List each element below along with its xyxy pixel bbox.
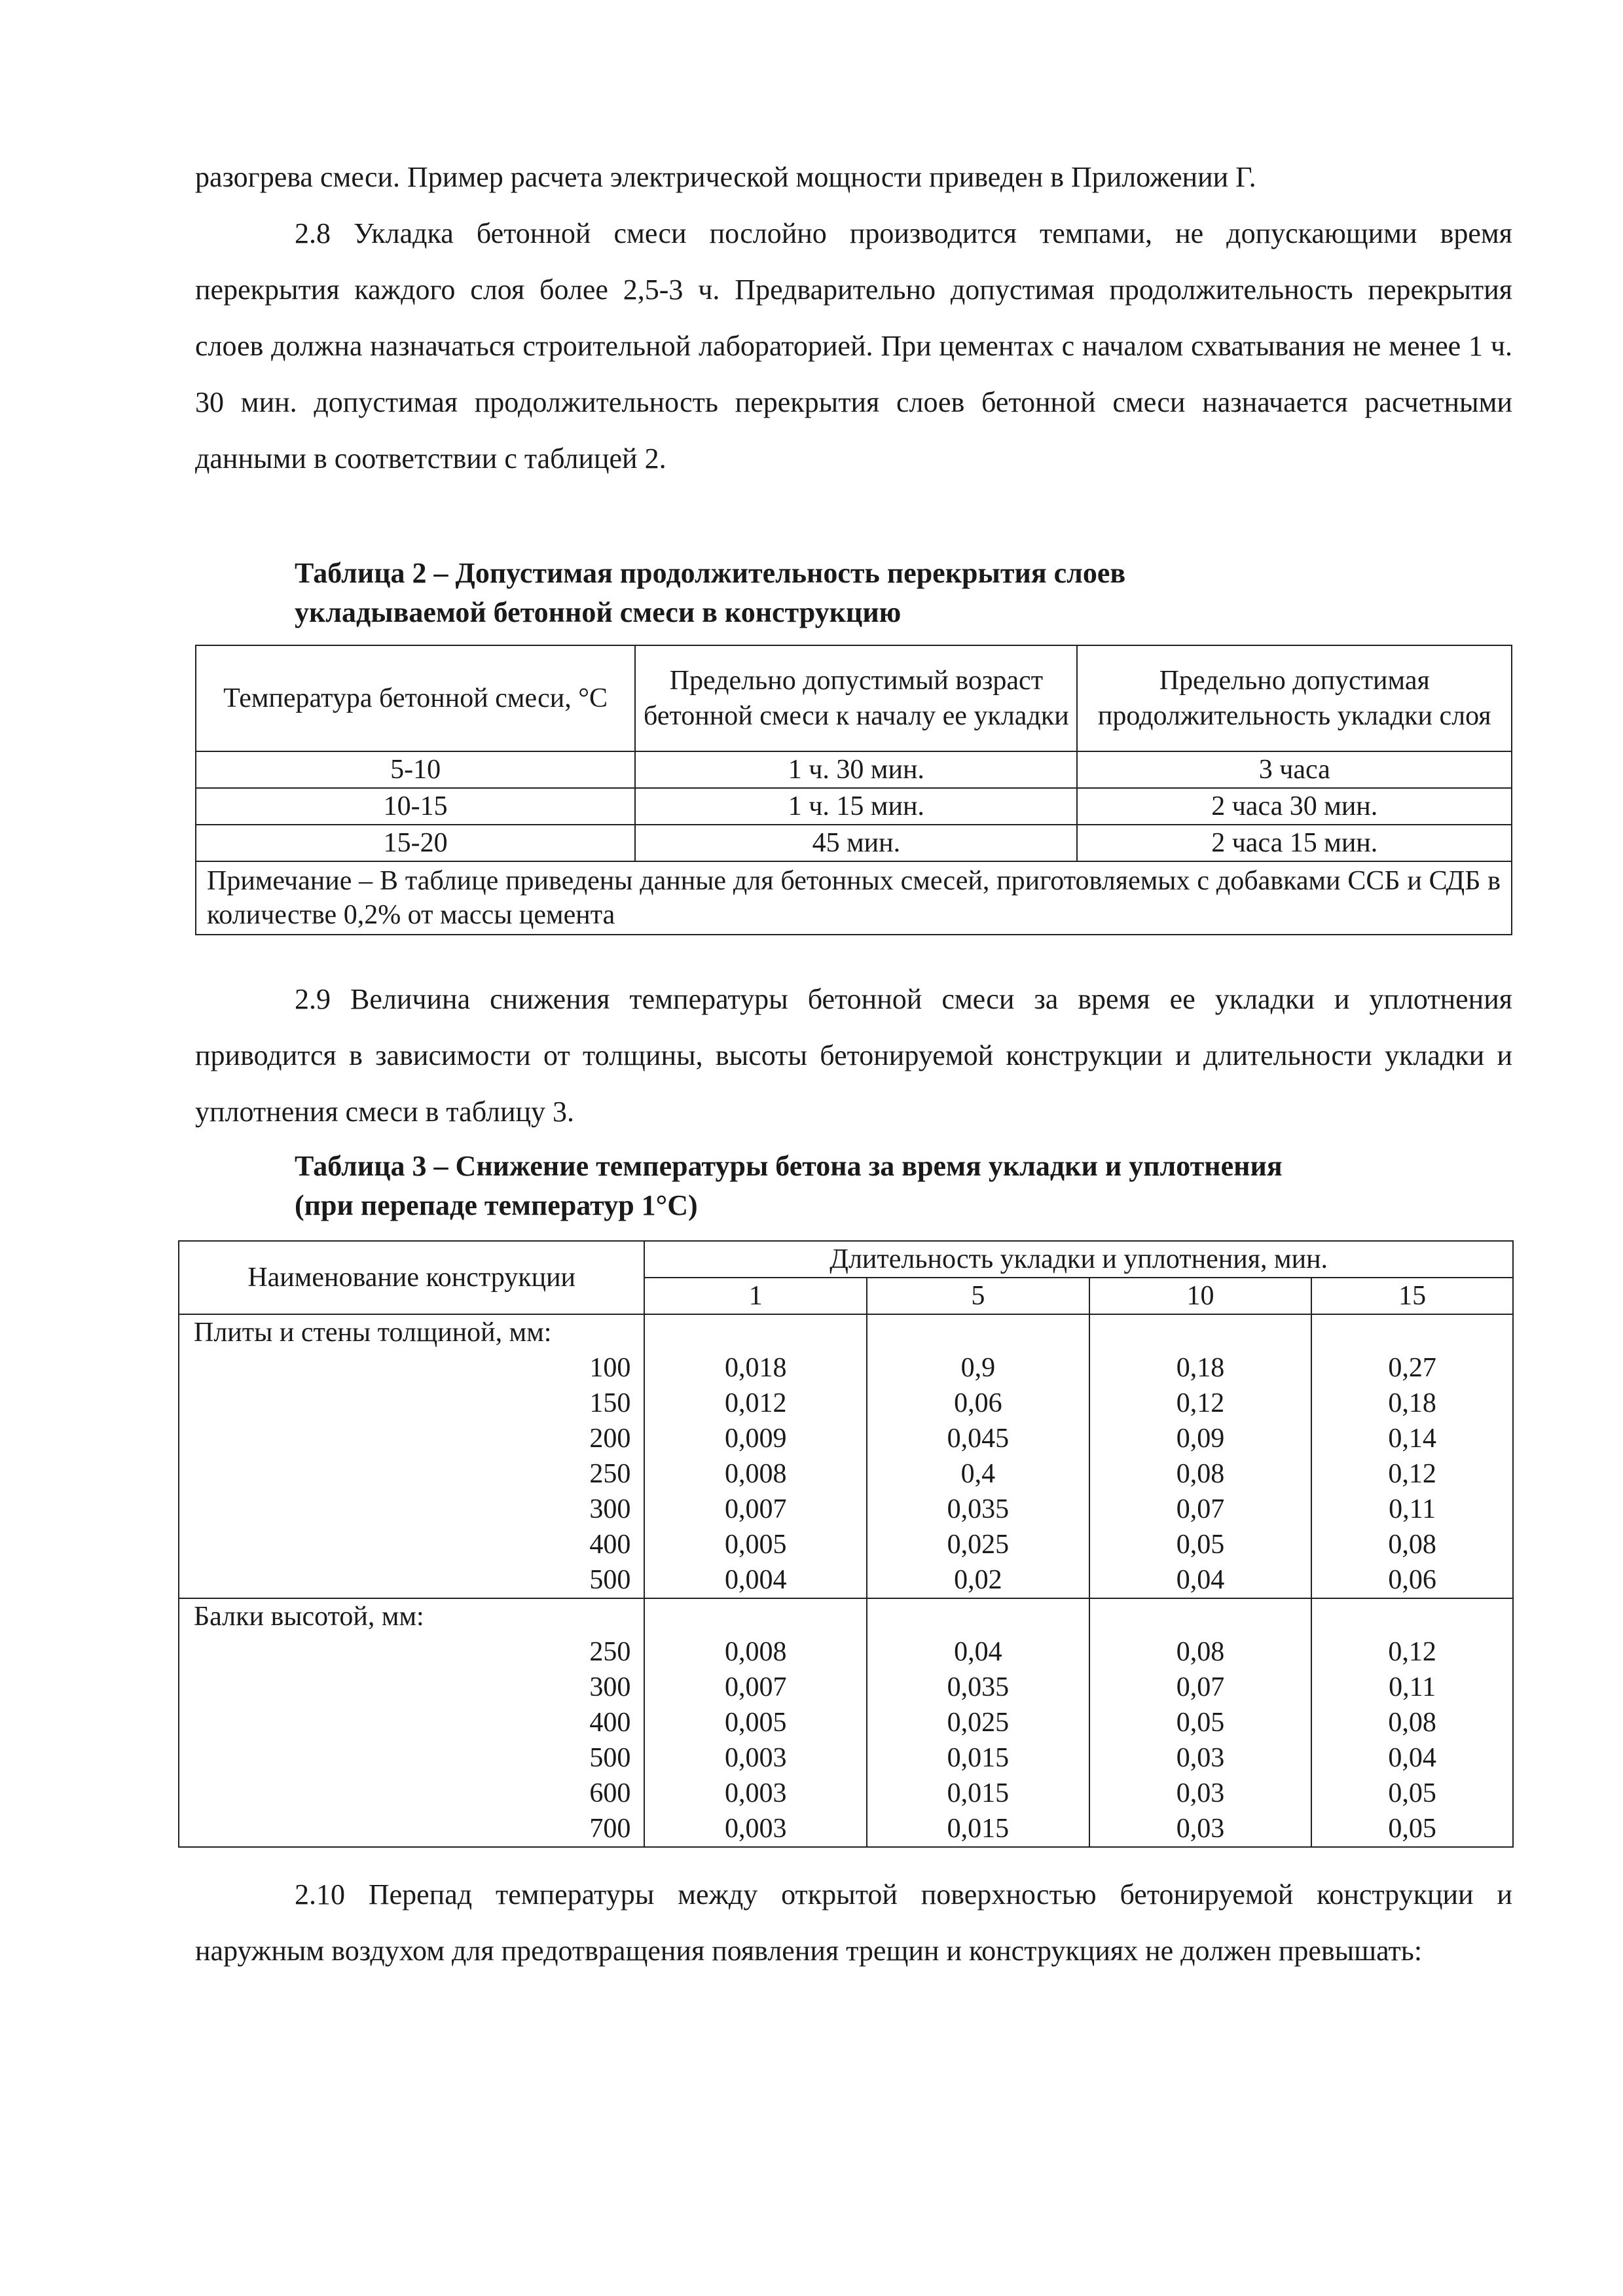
table-row bbox=[179, 1421, 1513, 1456]
table-row bbox=[179, 1740, 1513, 1776]
table3-size-cell: 150 bbox=[179, 1386, 644, 1421]
table-row bbox=[179, 1386, 1513, 1421]
table-cell: 0,012 bbox=[644, 1386, 867, 1421]
table2-note-row bbox=[196, 861, 1512, 935]
table-cell: 0,08 bbox=[1311, 1705, 1513, 1740]
table3-group-title: Балки высотой, мм: bbox=[179, 1598, 644, 1634]
table-cell: 0,008 bbox=[644, 1456, 867, 1492]
table-cell: 0,009 bbox=[644, 1421, 867, 1456]
table-cell bbox=[867, 1598, 1089, 1634]
table2-header-cell: Температура бетонной смеси, °С bbox=[196, 645, 635, 751]
paragraph-2-8: 2.8 Укладка бетонной смеси послойно производится темпами, не допускающими время перекрытия каждого слоя более 2,5-3 ч. Предварительно допустимая продолжительность перекрытия слоев должна назначаться строительной лабораторией. При цементах с началом схватывания не менее 1 ч. 30 мин. допустимая продолжительность перекрытия слоев бетонной смеси назначается расчетными данными в соответствии с таблицей 2. bbox=[195, 217, 1512, 475]
table3-size-cell: 700 bbox=[179, 1811, 644, 1847]
table3-size-cell: 250 bbox=[179, 1456, 644, 1492]
table-row bbox=[196, 825, 1512, 861]
table3-size-cell: 100 bbox=[179, 1350, 644, 1386]
table-cell: 0,05 bbox=[1089, 1527, 1312, 1562]
table2-header-row bbox=[196, 645, 1512, 751]
table-cell: 0,045 bbox=[867, 1421, 1089, 1456]
table3-caption-line2: (при перепаде температур 1°С) bbox=[295, 1189, 698, 1221]
table-row bbox=[179, 1527, 1513, 1562]
table-cell: 2 часа 15 мин. bbox=[1077, 825, 1512, 861]
table2-caption bbox=[295, 554, 1539, 632]
table-cell: 0,18 bbox=[1089, 1350, 1312, 1386]
table-cell bbox=[644, 1314, 867, 1350]
table-cell: 0,03 bbox=[1089, 1811, 1312, 1847]
table-cell: 0,015 bbox=[867, 1740, 1089, 1776]
table-cell: 2 часа 30 мин. bbox=[1077, 788, 1512, 825]
table-cell: 0,4 bbox=[867, 1456, 1089, 1492]
table-cell: 0,015 bbox=[867, 1776, 1089, 1811]
table-cell: 0,008 bbox=[644, 1634, 867, 1670]
table-cell: 3 часа bbox=[1077, 751, 1512, 788]
table-cell bbox=[1089, 1314, 1312, 1350]
table-cell: 10-15 bbox=[196, 788, 635, 825]
table-row bbox=[196, 751, 1512, 788]
table3-size-cell: 250 bbox=[179, 1634, 644, 1670]
table-cell: 0,05 bbox=[1089, 1705, 1312, 1740]
table-cell: 0,05 bbox=[1311, 1776, 1513, 1811]
table3 bbox=[178, 1240, 1514, 1848]
table-cell bbox=[1089, 1598, 1312, 1634]
table-cell: 1 ч. 30 мин. bbox=[635, 751, 1077, 788]
table-cell: 0,003 bbox=[644, 1811, 867, 1847]
table3-group-title: Плиты и стены толщиной, мм: bbox=[179, 1314, 644, 1350]
table-cell: 0,025 bbox=[867, 1705, 1089, 1740]
table-cell: 0,015 bbox=[867, 1811, 1089, 1847]
table-cell: 0,12 bbox=[1089, 1386, 1312, 1421]
table3-size-cell: 600 bbox=[179, 1776, 644, 1811]
table-cell: 0,04 bbox=[867, 1634, 1089, 1670]
table-cell: 0,07 bbox=[1089, 1670, 1312, 1705]
table-cell: 0,003 bbox=[644, 1776, 867, 1811]
table-cell: 5-10 bbox=[196, 751, 635, 788]
table-cell: 0,08 bbox=[1089, 1456, 1312, 1492]
table-cell: 0,12 bbox=[1311, 1634, 1513, 1670]
table3-group-row bbox=[179, 1598, 1513, 1634]
table-cell: 0,11 bbox=[1311, 1670, 1513, 1705]
table3-size-cell: 300 bbox=[179, 1670, 644, 1705]
table-cell: 0,003 bbox=[644, 1740, 867, 1776]
table-cell bbox=[644, 1598, 867, 1634]
table2-caption-line1: Таблица 2 – Допустимая продолжительность перекрытия слоев bbox=[295, 557, 1126, 589]
paragraph-2-10: 2.10 Перепад температуры между открытой поверхностью бетонируемой конструкции и наружным воздухом для предотвращения появления трещин и конструкциях не должен превышать: bbox=[195, 1878, 1512, 1967]
table-cell: 0,005 bbox=[644, 1527, 867, 1562]
table3-header-duration: Длительность укладки и уплотнения, мин. bbox=[644, 1241, 1513, 1278]
table2 bbox=[195, 645, 1512, 935]
table3-duration-cell: 1 bbox=[644, 1278, 867, 1314]
table3-header-name: Наименование конструкции bbox=[179, 1241, 644, 1314]
table3-duration-cell: 5 bbox=[867, 1278, 1089, 1314]
table-cell: 0,035 bbox=[867, 1492, 1089, 1527]
table-cell: 0,005 bbox=[644, 1705, 867, 1740]
table-cell: 0,11 bbox=[1311, 1492, 1513, 1527]
table-cell: 0,08 bbox=[1089, 1634, 1312, 1670]
table-cell bbox=[1311, 1598, 1513, 1634]
table-cell: 15-20 bbox=[196, 825, 635, 861]
table-cell: 1 ч. 15 мин. bbox=[635, 788, 1077, 825]
paragraph-intro: разогрева смеси. Пример расчета электрической мощности приведен в Приложении Г. bbox=[195, 161, 1256, 193]
table-cell: 0,007 bbox=[644, 1492, 867, 1527]
table-cell: 0,025 bbox=[867, 1527, 1089, 1562]
table-row bbox=[179, 1350, 1513, 1386]
table3-size-cell: 400 bbox=[179, 1705, 644, 1740]
table3-size-cell: 200 bbox=[179, 1421, 644, 1456]
table-row bbox=[179, 1811, 1513, 1847]
table-cell: 0,18 bbox=[1311, 1386, 1513, 1421]
table3-group-row bbox=[179, 1314, 1513, 1350]
table2-note: Примечание – В таблице приведены данные для бетонных смесей, приготовляемых с добавками ССБ и СДБ в количестве 0,2% от массы цемента bbox=[196, 861, 1512, 935]
table-cell: 0,004 bbox=[644, 1562, 867, 1598]
table-cell: 0,02 bbox=[867, 1562, 1089, 1598]
table3-caption-line1: Таблица 3 – Снижение температуры бетона за время укладки и уплотнения bbox=[295, 1150, 1283, 1182]
paragraph-2-9: 2.9 Величина снижения температуры бетонной смеси за время ее укладки и уплотнения приводится в зависимости от толщины, высоты бетонируемой конструкции и длительности укладки и уплотнения смеси в таблицу 3. bbox=[195, 983, 1512, 1128]
table-cell: 0,04 bbox=[1089, 1562, 1312, 1598]
table-row bbox=[179, 1562, 1513, 1598]
table-row bbox=[179, 1776, 1513, 1811]
table-cell: 0,12 bbox=[1311, 1456, 1513, 1492]
table3-size-cell: 500 bbox=[179, 1740, 644, 1776]
table-cell bbox=[1311, 1314, 1513, 1350]
table-row bbox=[196, 788, 1512, 825]
table-cell: 0,14 bbox=[1311, 1421, 1513, 1456]
table-cell bbox=[867, 1314, 1089, 1350]
table-row bbox=[179, 1670, 1513, 1705]
table-cell: 0,03 bbox=[1089, 1740, 1312, 1776]
table3-header-row bbox=[179, 1241, 1513, 1278]
table-cell: 0,06 bbox=[867, 1386, 1089, 1421]
table-cell: 0,04 bbox=[1311, 1740, 1513, 1776]
table-cell: 0,9 bbox=[867, 1350, 1089, 1386]
table-cell: 0,27 bbox=[1311, 1350, 1513, 1386]
table3-size-cell: 300 bbox=[179, 1492, 644, 1527]
table-cell: 0,03 bbox=[1089, 1776, 1312, 1811]
table-cell: 0,018 bbox=[644, 1350, 867, 1386]
table-cell: 0,007 bbox=[644, 1670, 867, 1705]
table-cell: 45 мин. bbox=[635, 825, 1077, 861]
table-cell: 0,05 bbox=[1311, 1811, 1513, 1847]
table-row bbox=[179, 1634, 1513, 1670]
table2-header-cell: Предельно допустимый возраст бетонной смеси к началу ее укладки bbox=[635, 645, 1077, 751]
table-row bbox=[179, 1492, 1513, 1527]
table3-caption bbox=[295, 1147, 1539, 1225]
table-cell: 0,08 bbox=[1311, 1527, 1513, 1562]
table3-duration-cell: 15 bbox=[1311, 1278, 1513, 1314]
table-cell: 0,06 bbox=[1311, 1562, 1513, 1598]
table3-size-cell: 500 bbox=[179, 1562, 644, 1598]
table-row bbox=[179, 1456, 1513, 1492]
table3-size-cell: 400 bbox=[179, 1527, 644, 1562]
table-cell: 0,07 bbox=[1089, 1492, 1312, 1527]
table-row bbox=[179, 1705, 1513, 1740]
table-cell: 0,09 bbox=[1089, 1421, 1312, 1456]
table2-header-cell: Предельно допустимая продолжительность укладки слоя bbox=[1077, 645, 1512, 751]
table3-body bbox=[179, 1314, 1513, 1847]
table2-caption-line2: укладываемой бетонной смеси в конструкцию bbox=[295, 596, 902, 628]
table-cell: 0,035 bbox=[867, 1670, 1089, 1705]
table3-duration-cell: 10 bbox=[1089, 1278, 1312, 1314]
